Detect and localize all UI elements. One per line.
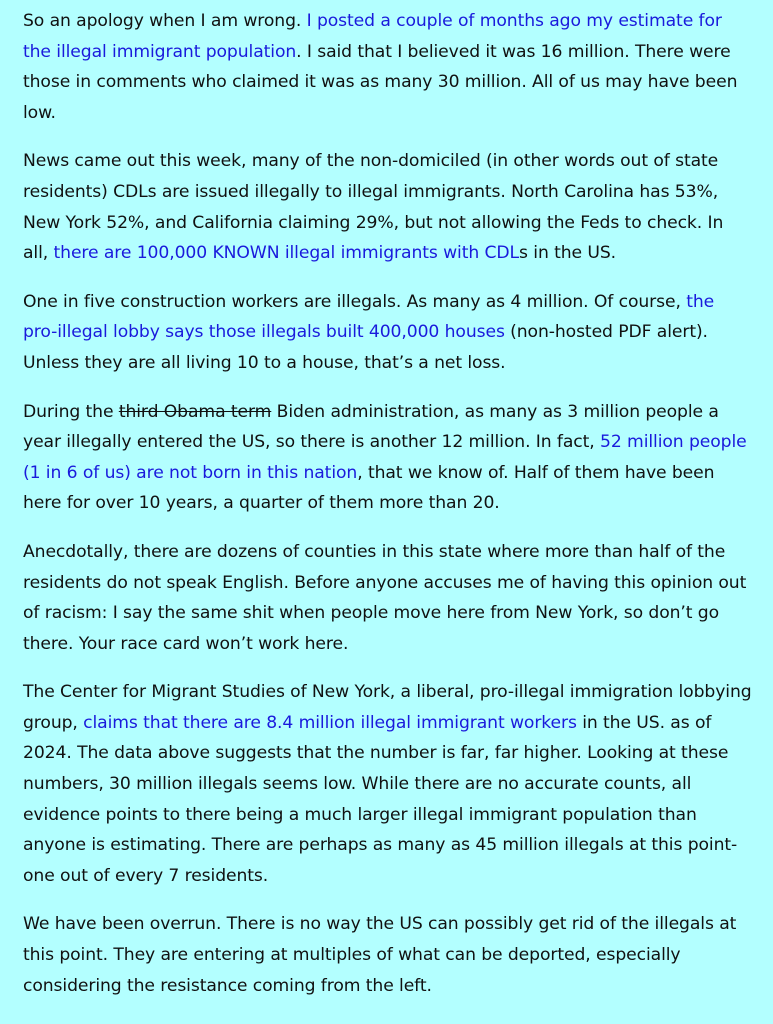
paragraph-construction [23,287,753,379]
paragraph-text: News came out this week, many of the non-domiciled (in other words out of state residents) CDLs are issued illegally to illegal immigrants. North Carolina has 53%, New York 52%, and California claiming 29%, but not allowing the Feds to check. In all, [23,151,724,264]
paragraph-text: in the US. as of 2024. The data above suggests that the number is far, far higher. Looking at these numbers, 30 million illegals seems low. While there are no accurate counts, all evidence points to there being a much larger illegal immigrant population than anyone is estimating. There are perhaps as many as 45 million illegals at this point- one out of every 7 residents. [23,712,738,886]
estimate-post-link[interactable]: I posted a couple of months ago my estimate for the illegal immigrant population [23,11,722,62]
paragraph-text: One in five construction workers are illegals. As many as 4 million. Of course, [23,291,687,312]
paragraph-text: (non-hosted PDF alert). Unless they are all living 10 to a house, that’s a net loss. [23,322,708,373]
strikethrough-text: third Obama term [118,401,272,422]
paragraph-text: . I said that I believed it was 16 million. There were those in comments who claimed it was as many 30 million. All of us may have been low. [23,41,738,123]
paragraph-text: The Center for Migrant Studies of New York, a liberal, pro-illegal immigration lobbying group, [23,682,752,733]
foreign-born-link[interactable]: 52 million people (1 in 6 of us) are not born in this nation [23,432,747,483]
paragraph-overrun [23,909,753,1001]
paragraph-administration [23,397,753,519]
paragraph-cdls [23,146,753,268]
cdl-article-link[interactable]: there are 100,000 KNOWN illegal immigrants with CDL [53,243,520,264]
workers-claim-link[interactable]: claims that there are 8.4 million illegal immigrant workers [83,712,577,733]
paragraph-text: s in the US. [519,243,617,264]
paragraph-text: So an apology when I am wrong. [23,11,307,31]
paragraph-text: Biden administration, as many as 3 million people a year illegally entered the US, so there is another 12 million. In fact, [23,401,719,453]
houses-pdf-link[interactable]: the pro-illegal lobby says those illegals built 400,000 houses [23,291,715,343]
paragraph-text: , that we know of. Half of them have been here for over 10 years, a quarter of them more than 20. [23,462,715,514]
paragraph-text: Anecdotally, there are dozens of counties in this state where more than half of the residents do not speak English. Before anyone accuses me of having this opinion out of racism: I say the same shit when people move here from New York, so don’t go there. Your race card won’t work here. [23,541,747,654]
paragraph-text: We have been overrun. There is no way the US can possibly get rid of the illegals at this point. They are entering at multiples of what can be deported, especially considering the resistance coming from the left. [23,914,737,996]
paragraph-center-migrant-studies [23,677,753,891]
paragraph-anecdotal [23,537,753,659]
paragraph-apology [23,6,753,128]
paragraph-text: During the [23,401,119,422]
